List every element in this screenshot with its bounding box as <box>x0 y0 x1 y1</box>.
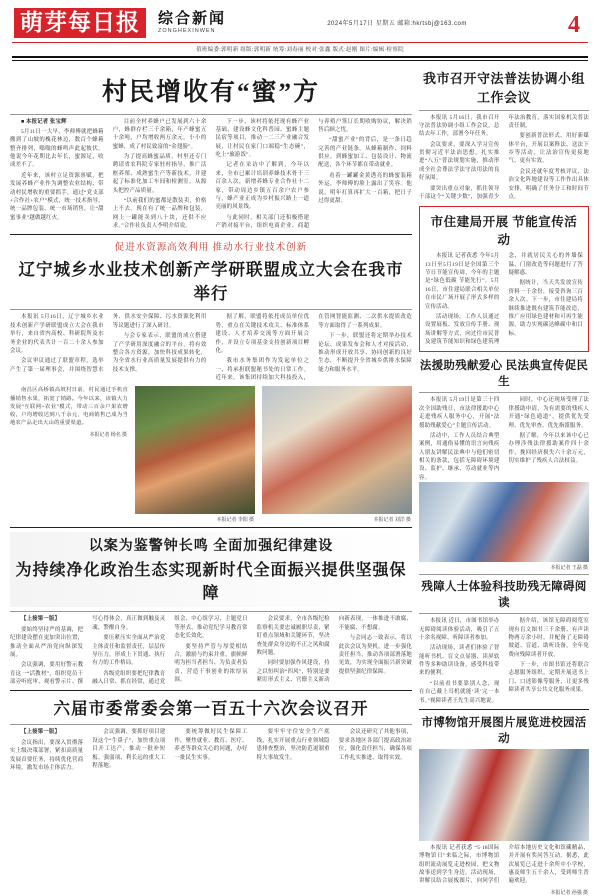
date-line: 2024年5月17日 星期五 邮箱:hkrtsbj@163.com <box>327 21 467 27</box>
discipline-headline-block <box>10 532 412 607</box>
lead-byline: ■ 本报记者 张宝辉 <box>21 118 67 125</box>
lead-para: 与此同时，相关部门还积极搭建产销对接平台，组织电商企业、商超与养殖户签订长期收购协议，解决销售后顾之忧。 <box>215 118 412 229</box>
water-para: 据了解，联盟将依托成员单位优势，重点在关键技术攻关、标准体系建设、人才培养交流等方面开展合作，并设立专项基金支持创新项目孵化。 <box>215 314 310 354</box>
water-para: 本报讯 5月16日，辽宁城乡水业技术创新产学研联盟成立大会在我市举行，来自省内高校、科研院所及水务企业的代表共计一百二十余人参加会议。 <box>10 314 104 354</box>
meeting-para: 本报讯 5月16日，我市召开守法普法协调小组工作会议，总结去年工作，部署今年任务。 <box>419 114 500 138</box>
discipline-para: 要压紧压实全面从严治党主体责任和监督责任，层层传导压力，形成上下贯通、执行有力的工作格局。 <box>92 635 166 667</box>
standing-para: 会议还研究了其他事项，要求各地区各部门提高政治站位，强化责任担当，确保各项工作扎实推进、取得实效。 <box>338 729 412 761</box>
rule-under-discipline <box>10 611 412 612</box>
masthead-rule-thin <box>12 60 588 61</box>
lead-para: 目前全村养蜂户已发展到六十余户，蜂群存栏三千余箱，年产蜂蜜五十余吨，户均增收两万余元。小小的蜜蜂，成了村民致富的“金翅膀”。 <box>112 118 207 150</box>
photo-row <box>10 386 412 523</box>
rule-lead-bottom <box>10 234 412 235</box>
rule-under-standing <box>10 724 412 725</box>
boxed-para: 活动现场，工作人员通过设置展板、发放宣传手册、现场讲解等方式，向过往市民普及建筑节能知识和绿色建筑理念，并就居民关心的外墙保温、门窗改造等问题进行了答疑解惑。 <box>425 253 583 345</box>
masthead <box>10 6 590 39</box>
reading-para: “以前看书要靠别人念，现在自己戴上耳机就能‘读’完一本书。”视障读者王先生高兴地说。 <box>419 680 500 704</box>
reading-para: 本报讯 近日，市图书馆举办无障碍阅读体验活动，吸引了五十余名视障、听障读者参加。 <box>419 618 500 641</box>
legal-headline: 法援助残献爱心 民法典宣传促民生 <box>419 360 589 389</box>
discipline-headline-line2: 为持续净化政治生态实现新时代全面振兴提供坚强保障 <box>15 562 407 603</box>
meeting-para: 会议还就年度考核评议、法治文化阵地建设等工作作出具体安排，明确了任务分工和时间节点。 <box>508 168 589 200</box>
water-headline: 辽宁城乡水业技术创新产学研联盟成立大会在我市举行 <box>18 260 404 304</box>
meeting-para: 要突出重点对象，抓住领导干部这个“关键少数”，加强青少年法治教育，落实国家机关普法责任制。 <box>419 114 589 200</box>
left-column <box>10 65 412 896</box>
masthead-rule-thick <box>12 56 588 58</box>
lead-para: 记者在采访中了解到，今年以来，全市已累计培训养蜂技术骨干三百余人次，新增养蜂专业合作社十二家，带动周边乡镇五百余户农户参与，蜂产业正成为乡村振兴路上一道亮丽的风景线。 <box>215 162 310 211</box>
photo-orchard-credit: 本报记者 李阳 摄 <box>216 518 254 524</box>
lead-para: 看着一罐罐金黄透亮的蜂蜜装箱外运，李师傅的脸上露出了笑容。他说，明年打算再扩大一百箱，把日子过得更甜。 <box>318 172 412 204</box>
rule-under-water <box>10 309 412 310</box>
standing-para: 要牢牢守住安全生产底线，扎实开展重点行业领域隐患排查整治，坚决防范遏制重特大事故发生。 <box>256 729 330 761</box>
reading-para: 活动现场，读者们体验了智能听书机、盲文点显器、读屏软件等多种助读设备，感受科技带来的便利。 <box>419 645 500 677</box>
legal-para: 活动中，工作人员结合典型案例，用通俗易懂的语言向残疾人朋友讲解民法典中与他们密切相关的条款，包括无障碍环境建设、监护、继承、劳动就业等内容。 <box>419 432 500 481</box>
page-number: 4 <box>568 12 580 38</box>
rule-under-reading <box>419 613 589 614</box>
boxed-body <box>425 252 583 346</box>
meeting-headline: 我市召开守法普法协调小组工作会议 <box>422 70 585 105</box>
masthead-rule-top <box>12 42 588 43</box>
lead-para: 5月11日一大早，李师傅就把蜂箱搬到了山坡的槐花林边，数百个蜂箱整齐排列，嗡嗡的蜂鸣声此起彼伏。他说今年花期比去年长，蜜源足，收成差不了。 <box>10 128 104 169</box>
photo-market-image <box>262 386 412 514</box>
lead-body <box>10 118 412 231</box>
rule-under-legal <box>419 392 589 393</box>
rule-above-museum <box>419 709 589 710</box>
water-para: 我市水务集团作为发起单位之一，将承担联盟秘书处的日常工作。近年来，该集团持续加大科技投入，在管网智能监测、二次供水提质改造等方面取得了一系列成果。 <box>215 314 412 381</box>
masthead-dateline <box>226 8 568 27</box>
rule-above-reading <box>419 574 589 575</box>
right-column <box>419 65 589 896</box>
legal-body <box>419 396 589 482</box>
standing-body <box>10 728 412 772</box>
orchard-photo-credit: 本报记者 杨名 摄 <box>89 433 127 439</box>
discipline-body <box>10 615 412 686</box>
newspaper-nameplate: 萌芽每日报 <box>14 8 146 38</box>
photo-museum-credit: 本报记者 孙强 摄 <box>550 890 588 896</box>
lead-para: 为了提高蜂蜜品质，村里还专门聘请省农科院专家驻村指导，推广活框养殖、成熟蜜生产等新技术，并建起了标准化加工车间和检测室，从源头把控产品质量。 <box>112 154 207 194</box>
discipline-note: 【上接第一版】 <box>21 616 61 623</box>
lead-para: “以前我们的蜜都是散装卖，价格上不去。现在有了统一品牌和包装，网上一罐能卖到八十块，还供不应求。”合作社负责人李明介绍说。 <box>112 197 207 229</box>
photo-orchard-image <box>135 386 255 514</box>
discipline-para: 同时要加强作风建设，持之以恒纠治“四风”，特别是要紧盯形式主义、官僚主义新动向新表现，一体推进不敢腐、不能腐、不想腐。 <box>256 616 412 683</box>
discipline-para: 各级党组织要把纪律教育融入日常、抓在经常，通过党组会、中心组学习、主题党日等形式，推动党纪学习教育常态化长效化。 <box>92 616 248 685</box>
photo-museum-image <box>419 749 589 841</box>
orchard-photo <box>135 386 255 523</box>
section-title-en: ZONGHEXINWEN <box>158 28 216 34</box>
discipline-para: 会议强调，要用好警示教育这一“活教材”，组织党员干部旁听庭审、观看警示片、撰写心得体会，真正做到触及灵魂、警醒自身。 <box>10 616 166 685</box>
legal-para: 据了解，今年以来该中心已办理涉残法律援助案件四十余件，挽回经济损失六十余万元，切实维护了残疾人合法权益。 <box>508 432 589 464</box>
lead-para: “甜蜜产业”的背后，是一条日趋完善的产业链条。从蜂箱制作、饲料供应，到蜂蜜加工、包装设计、物流配送，各个环节都在带动就业。 <box>318 137 412 169</box>
reading-body <box>419 617 589 705</box>
market-photo <box>262 386 412 523</box>
legal-para: 本报讯 5月19日是第三十四次全国助残日，市法律援助中心走进残疾人服务中心，开展“法援助残献爱心”主题宣传活动。 <box>419 397 500 429</box>
lead-para: 近年来，该村立足资源禀赋，把发展养蜂产业作为调整农业结构、带动村民增收的重要抓手，通过“党支部+合作社+农户”模式，统一技术指导、统一品牌包装、统一市场销售，让“甜蜜事业”越做越红火。 <box>10 172 104 221</box>
page-body <box>10 65 590 896</box>
museum-body <box>419 844 589 887</box>
section-title <box>158 8 226 35</box>
discipline-para: 要坚持严管与厚爱相结合，激励与约束并重，旗帜鲜明为担当者担当、为负责者负责，营造干事创业的浓厚氛围。 <box>174 643 248 683</box>
discipline-para: 与会同志一致表示，将以此次会议为契机，进一步强化责任担当，推动各项部署落地见效，为实现全面振兴新突破提供坚强纪律保障。 <box>338 635 412 675</box>
water-para: 会议审议通过了联盟章程，选举产生了第一届理事会，并围绕智慧水务、供水安全保障、污水资源化利用等议题进行了深入研讨。 <box>10 314 207 373</box>
standing-note: 【上接第一版】 <box>21 729 61 736</box>
section-title-cn: 综合新闻 <box>158 11 227 27</box>
legal-para: 同时，中心还现场受理了法律援助申请，为有需要的残疾人开通“绿色通道”，提供优先受理、优先审查、优先指派服务。 <box>508 397 589 429</box>
orchard-photo-block <box>10 386 128 523</box>
boxed-para: 据统计，当天共发放宣传资料一千余份，接受咨询三百余人次。下一步，市住建局将继续推进既有建筑节能改造，推广应用绿色建材和可再生能源，助力实现碳达峰碳中和目标。 <box>508 280 583 337</box>
masthead-credits: 值班编委:郭明新 组版:郭明新 统筹:刘春丽 校对:张鑫 版式:赵刚 图片:编辑·检察院 <box>196 47 404 53</box>
water-para: 下一步，联盟还将定期举办技术论坛、成果发布会和人才对接活动，推动形成开放共享、协同创新的良好生态，不断提升全省城乡供排水保障能力和服务水平。 <box>318 333 412 373</box>
meeting-body <box>419 114 589 203</box>
photo-market-credit: 本报记者 刘洋 摄 <box>373 518 411 524</box>
rule-under-meeting <box>419 110 589 111</box>
orchard-caption-text: 南昌区高桥镇高坡村日前，村民通过手机直播销售水果，拓宽了销路。今年以来，该镇大力发展“互联网+农业”模式，带动三百余户果农增收，户均增收达到八千余元，电商销售已成为当地农产品走出大山的重要渠道。 <box>10 387 128 427</box>
meeting-para: 会议要求，要深入学习宣传贯彻习近平法治思想，扎实推进“八五”普法规划实施，推动形成全社会尊法学法守法用法的良好氛围。 <box>419 141 500 182</box>
reading-headline: 残障人士体验科技助残无障碍阅读 <box>421 581 587 610</box>
boxed-headline: 市住建局开展 节能宣传活动 <box>430 215 578 248</box>
orchard-photo-text <box>10 386 128 427</box>
boxed-story <box>419 206 589 352</box>
water-kicker: 促进水资源高效利用 推动水行业技术创新 <box>114 243 308 254</box>
water-para: 与会专家表示，联盟的成立搭建了产学研用深度融合的平台，将有效整合各方资源，加快科技成果转化，为全省水行业高质量发展提供有力的技术支撑。 <box>112 333 207 373</box>
standing-para: 会议强调，要抓好项目建设这个“牛鼻子”，加快重点项目开工达产，推动一批补短板、强弱项、利长远的重大工程落地。 <box>92 729 166 769</box>
lead-para: 下一步，该村将依托现有蜂产业基础，建设蜂文化科普园、蜜蜂主题民宿等项目，推动一二三产业融合发展，让村民在家门口端稳“生态碗”，吃上“旅游饭”。 <box>215 118 310 158</box>
rule-under-lead <box>10 114 412 115</box>
reading-para: 下一步，市图书馆还将联合志愿服务组织，定期开展送书上门、口述影像等服务，让更多残障读者共享公共文化服务成果。 <box>508 662 589 694</box>
museum-headline: 市博物馆开展图片展览进校园活动 <box>421 716 587 745</box>
photo-expo-image <box>419 482 589 562</box>
discipline-headline-line1: 以案为鉴警钟长鸣 全面加强纪律建设 <box>88 539 334 555</box>
water-body <box>10 313 412 382</box>
discipline-para: 要始终坚持严的基调，把纪律建设摆在更加突出位置，推动全面从严治党向纵深发展。 <box>10 626 84 658</box>
rule-discipline-bottom <box>10 690 412 691</box>
standing-para: 要统筹做好民生保障工作，聚焦就业、教育、医疗、养老等群众关心的问题，办好一批民生实事。 <box>174 729 248 761</box>
discipline-headline <box>10 535 412 603</box>
standing-headline: 六届市委常委会第一百五十六次会议召开 <box>53 699 369 719</box>
discipline-para: 会议要求，全市各级纪检监察机关要忠诚履职尽责，紧盯重点领域和关键环节，坚决查处群众身边的不正之风和腐败问题。 <box>256 616 330 656</box>
reading-para: 据介绍，该馆无障碍阅览室现有盲文图书三千余册、有声读物两万余小时，并配备了无障碍坡道、盲道、助听设备，全年免费向残障读者开放。 <box>508 618 589 658</box>
lead-headline: 村民增收有“蜜”方 <box>101 78 320 106</box>
meeting-para: 要创新普法形式，用好新媒体平台，开展以案释法、送法下乡等活动，让法治宣传更接地气、更有实效。 <box>508 133 589 165</box>
rule-photos-bottom <box>10 527 412 528</box>
boxed-para: 本报讯 记者获悉 今年5月13日至5月19日是全国第三个节日节能宣传周，今年的主题是“绿色低碳 节能先行”。5月16日，市住建局联合相关单位在市民广场开展了形式多样的宣传活动。 <box>425 253 500 310</box>
standing-para: 会议指出，要深入贯彻落实上级决策部署，紧扣高质量发展首要任务，持续优化营商环境，激发市场主体活力。 <box>10 739 84 771</box>
photo-expo-credit: 本报记者 王磊 摄 <box>550 566 588 572</box>
museum-caption: 本报讯 记者获悉 “5·18国际博物馆日”来临之际，市博物馆组织流动展览走进校园，把文物故事送到学生身边。活动现场，讲解员结合展板图片，向同学们介绍本地历史文化和馆藏精品，并开展有奖问答互动。据悉，此次展览已走进十余所中小学校，惠及师生五千余人，受到师生普遍欢迎。 <box>419 844 589 885</box>
